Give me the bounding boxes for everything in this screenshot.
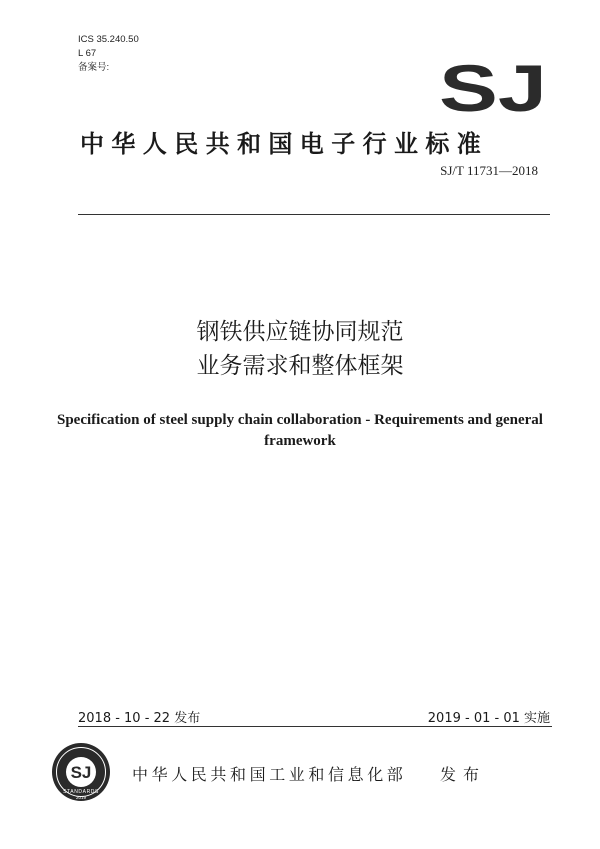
issuing-authority: 中华人民共和国工业和信息化部 [132, 765, 407, 784]
seal-monogram: SJ [70, 763, 92, 782]
ccs-number: L 67 [78, 48, 97, 59]
ics-number: ICS 35.240.50 [78, 34, 139, 45]
chinese-title [0, 315, 600, 383]
chinese-title-line-1: 钢铁供应链协同规范 [196, 319, 404, 345]
sj-logo-text: SJ [439, 55, 547, 115]
release-date: 2018 - 10 - 22 发布 [78, 711, 201, 726]
record-number-label: 备案号: [78, 62, 110, 73]
seal-ring-text: STANDARDS [63, 789, 99, 795]
footer-divider [78, 726, 552, 727]
seal-year: 2019 [75, 795, 87, 800]
implementation-date: 2019 - 01 - 01 实施 [427, 711, 550, 726]
header-divider [78, 214, 550, 215]
standard-type-heading: 中华人民共和国电子行业标准 [80, 130, 489, 158]
english-title: Specification of steel supply chain collaboration - Requirements and general framework [57, 412, 543, 449]
sj-logo [436, 55, 551, 115]
ministry-seal-icon [50, 741, 112, 803]
standard-code: SJ/T 11731—2018 [440, 163, 538, 178]
document-meta [78, 33, 139, 75]
chinese-title-line-2: 业务需求和整体框架 [196, 353, 404, 379]
issue-label: 发布 [440, 765, 487, 784]
